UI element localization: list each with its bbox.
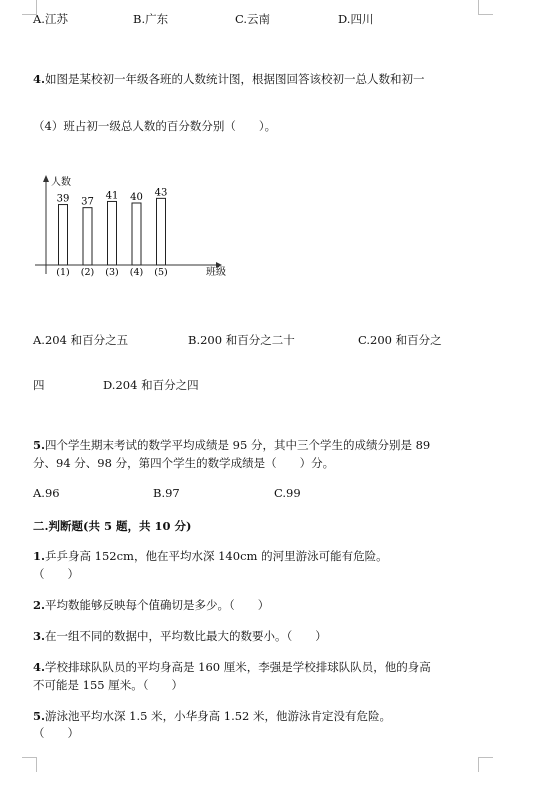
q4-option-a: A.204 和百分之五 (33, 333, 129, 347)
x-tick-label-2: (2) (80, 267, 95, 278)
bar-value-label-2: 37 (81, 196, 94, 208)
judge-2-text: 平均数能够反映每个值确切是多少。（ ） (45, 598, 270, 612)
x-tick-label-4: (4) (129, 267, 144, 278)
judge-3-number: 3. (33, 629, 46, 643)
q5-stem-line2: 分、94 分、98 分，第四个学生的数学成绩是（ ）分。 (33, 456, 335, 470)
q5-option-a: A.96 (33, 486, 60, 500)
judge-4-text: 学校排球队队员的平均身高是 160 厘米，李强是学校排球队队员，他的身高 (45, 660, 431, 674)
bar-value-label-4: 40 (130, 192, 143, 203)
judge-5-text: 游泳池平均水深 1.5 米，小华身高 1.52 米，他游泳肯定没有危险。 (45, 709, 392, 723)
judge-4-cont: 不可能是 155 厘米。（ ） (33, 678, 184, 692)
q4-number: 4. (33, 72, 46, 86)
q4-text: 如图是某校初一年级各班的人数统计图，根据图回答该校初一总人数和初一 (45, 72, 425, 86)
judge-4-number: 4. (33, 660, 46, 674)
y-axis-label: 人数 (51, 177, 71, 188)
judge-item-2 (33, 597, 269, 613)
judge-item-5 (33, 708, 391, 724)
q4-option-c: C.200 和百分之 (358, 333, 442, 347)
x-axis-label: 班级 (206, 267, 226, 278)
x-tick-label-3: (3) (105, 267, 119, 278)
crop-mark-bottom-right (478, 757, 493, 772)
crop-mark-bottom-left (22, 757, 37, 772)
judge-1-number: 1. (33, 549, 46, 563)
q5-option-b: B.97 (153, 486, 180, 500)
judge-1-text: 乒乒身高 152cm，他在平均水深 140cm 的河里游泳可能有危险。 (45, 549, 388, 563)
judge-5-number: 5. (33, 709, 46, 723)
q4-option-c-cont: 四 (33, 378, 45, 392)
x-tick-label-1: (1) (56, 267, 70, 278)
q4-option-d: D.204 和百分之四 (103, 378, 199, 392)
class-size-bar-chart (30, 170, 240, 282)
bar-class-1 (59, 205, 68, 265)
q5-option-c: C.99 (274, 486, 301, 500)
q4-stem-line2: （4）班占初一级总人数的百分数分别（ ）。 (33, 119, 277, 133)
q3-option-b: B.广东 (133, 12, 169, 26)
q3-option-d: D.四川 (338, 12, 374, 26)
bar-value-label-3: 41 (105, 190, 119, 202)
section2-title: 二.判断题(共 5 题，共 10 分) (33, 519, 192, 533)
q3-option-c: C.云南 (235, 12, 271, 26)
q4-option-b: B.200 和百分之二十 (188, 333, 295, 347)
x-tick-label-5: (5) (154, 267, 168, 278)
bar-class-5 (157, 198, 166, 265)
crop-mark-top-right (478, 0, 493, 15)
q5-number: 5. (33, 438, 46, 452)
bar-class-2 (83, 208, 92, 265)
q3-option-a: A.江苏 (33, 12, 68, 26)
bar-class-4 (132, 203, 141, 265)
judge-1-blank: （ ） (33, 567, 79, 581)
judge-item-4 (33, 659, 431, 675)
bar-value-label-1: 39 (56, 193, 70, 205)
q5-stem-line1 (33, 437, 430, 453)
q4-stem-line1 (33, 71, 425, 87)
judge-item-1 (33, 548, 388, 564)
q5-text: 四个学生期末考试的数学平均成绩是 95 分，其中三个学生的成绩分别是 89 (45, 438, 431, 452)
judge-2-number: 2. (33, 598, 46, 612)
judge-3-text: 在一组不同的数据中，平均数比最大的数要小。（ ） (45, 629, 327, 643)
judge-5-blank: （ ） (33, 726, 79, 740)
bar-value-label-5: 43 (154, 187, 168, 199)
judge-item-3 (33, 628, 327, 644)
bar-class-3 (108, 201, 117, 265)
